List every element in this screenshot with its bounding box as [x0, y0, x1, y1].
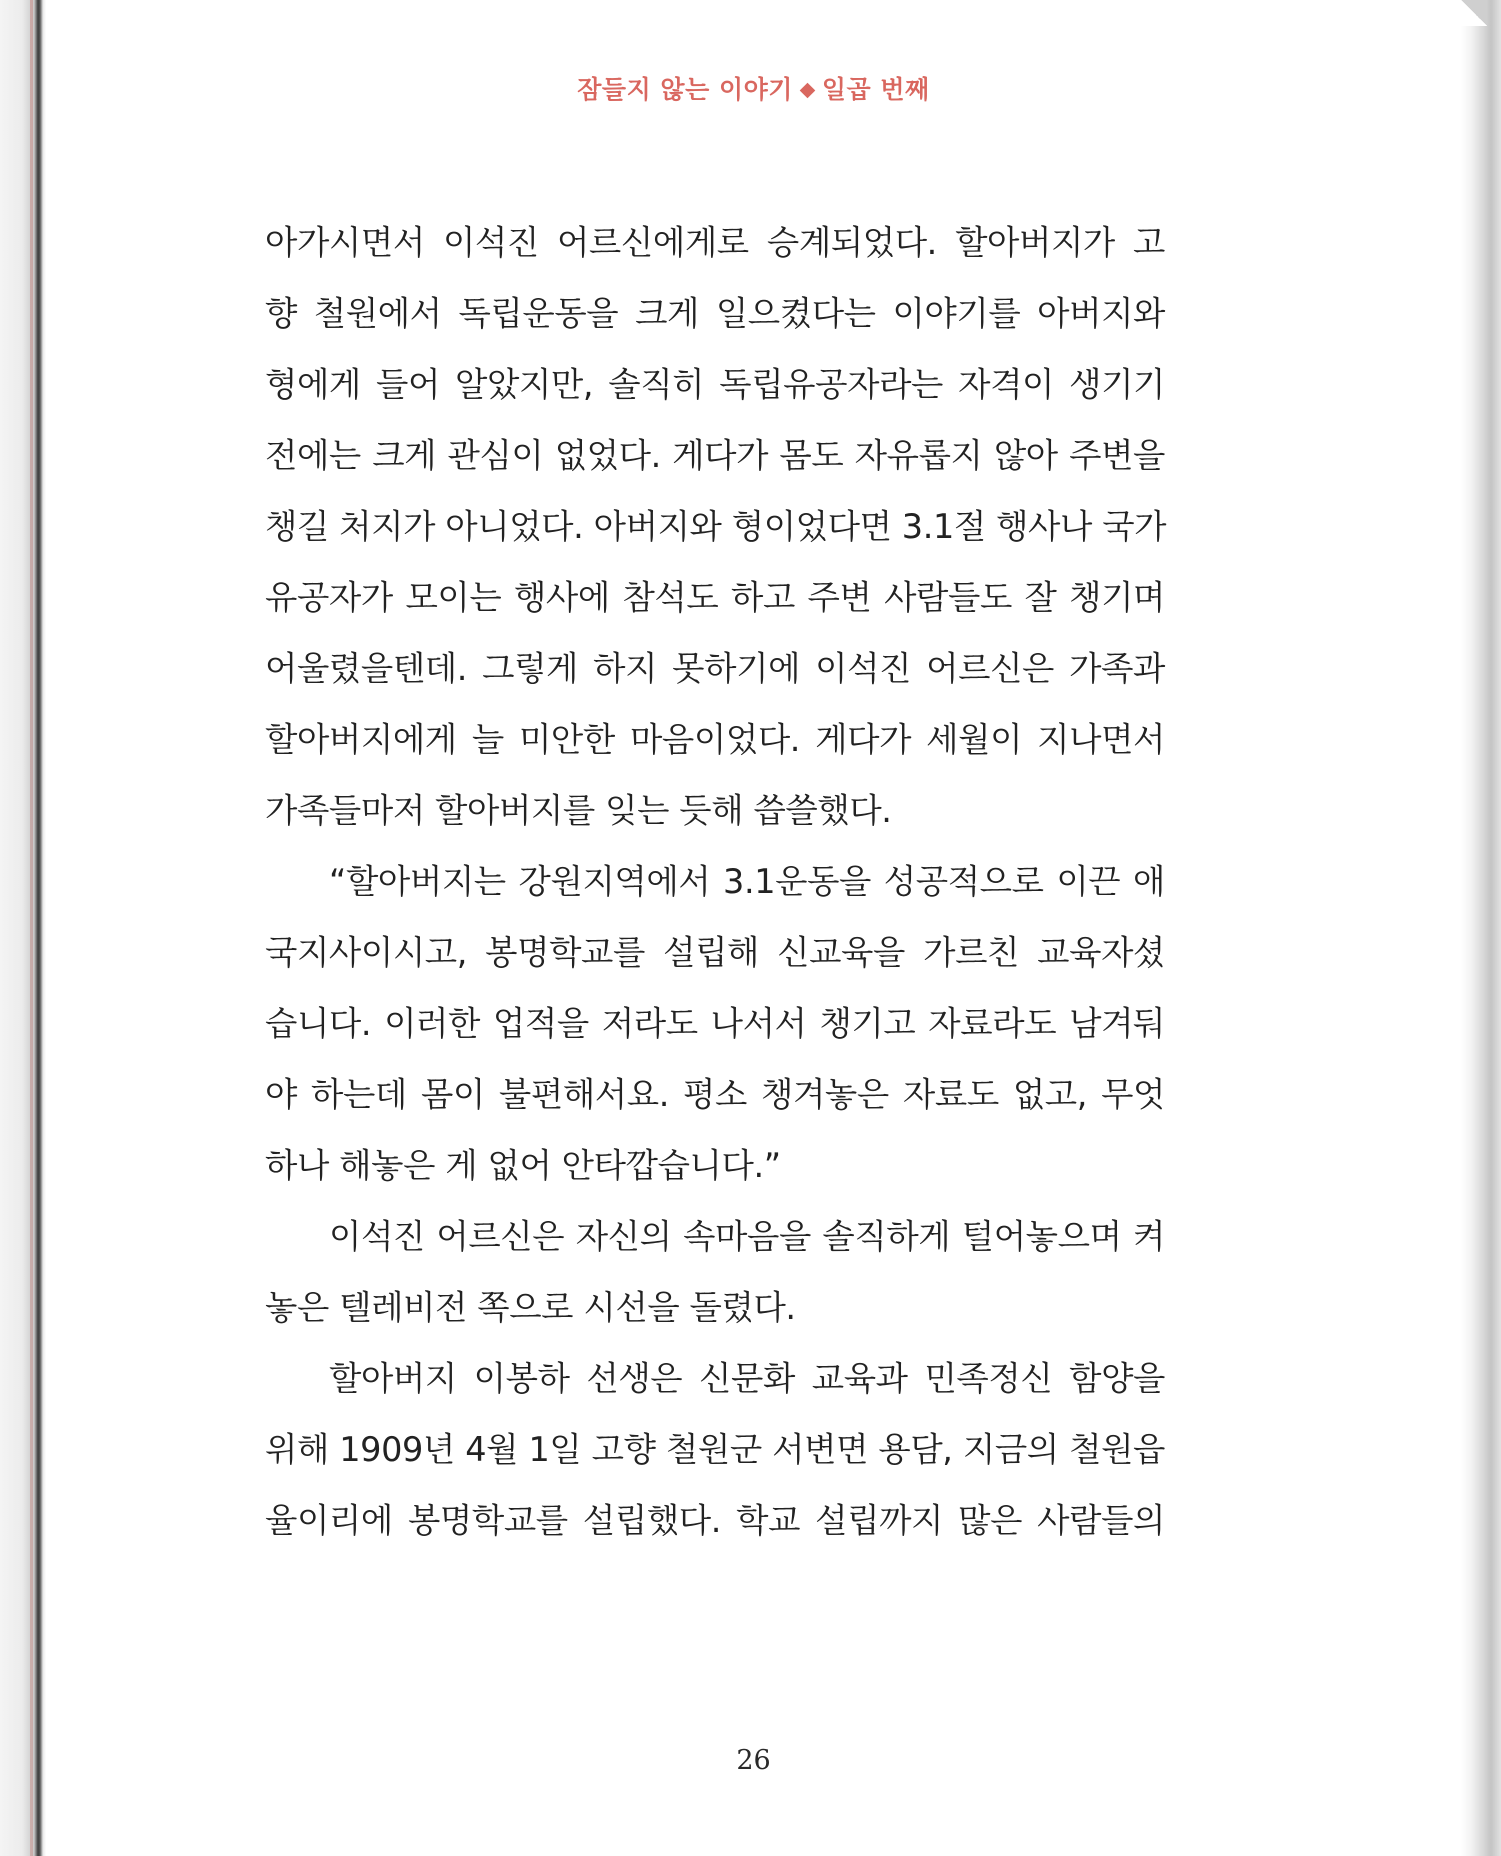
text-line: 이석진 어르신은 자신의 속마음을 솔직하게 털어놓으며 켜 — [329, 1217, 1165, 1256]
text-line: 습니다. 이러한 업적을 저라도 나서서 챙기고 자료라도 남겨둬 — [265, 1004, 1165, 1043]
book-title: 잠들지 않는 이야기 — [577, 75, 793, 104]
text-line: 유공자가 모이는 행사에 참석도 하고 주변 사람들도 잘 챙기며 — [265, 578, 1165, 617]
book-page[interactable] — [46, 0, 1461, 1856]
page-corner — [1461, 0, 1487, 26]
text-line: 할아버지에게 늘 미안한 마음이었다. 게다가 세월이 지나면서 — [265, 720, 1165, 759]
text-line: 챙길 처지가 아니었다. 아버지와 형이었다면 3.1절 행사나 국가 — [265, 507, 1167, 546]
text-line: 위해 1909년 4월 1일 고향 철원군 서변면 용담, 지금의 철원읍 — [265, 1430, 1165, 1469]
text-line: 하나 해놓은 게 없어 안타깝습니다.” — [265, 1146, 781, 1185]
running-header — [46, 70, 1461, 106]
text-line: 어울렸을텐데. 그렇게 하지 못하기에 이석진 어르신은 가족과 — [265, 649, 1165, 688]
chapter-title: 일곱 번째 — [821, 75, 930, 104]
page-edge-shadow — [1461, 0, 1501, 1856]
text-line: 아가시면서 이석진 어르신에게로 승계되었다. 할아버지가 고 — [265, 223, 1165, 262]
text-line: 향 철원에서 독립운동을 크게 일으켰다는 이야기를 아버지와 — [265, 294, 1165, 333]
diamond-icon — [800, 82, 816, 98]
text-line: 놓은 텔레비전 쪽으로 시선을 돌렸다. — [265, 1288, 796, 1327]
spine-stripe — [30, 0, 33, 1856]
text-line: 야 하는데 몸이 불편해서요. 평소 챙겨놓은 자료도 없고, 무엇 — [265, 1075, 1165, 1114]
text-line: 할아버지 이봉하 선생은 신문화 교육과 민족정신 함양을 — [329, 1359, 1165, 1398]
text-line: 형에게 들어 알았지만, 솔직히 독립유공자라는 자격이 생기기 — [265, 365, 1165, 404]
text-line: 전에는 크게 관심이 없었다. 게다가 몸도 자유롭지 않아 주변을 — [265, 436, 1165, 475]
page-number: 26 — [736, 1745, 771, 1776]
text-line: 율이리에 봉명학교를 설립했다. 학교 설립까지 많은 사람들의 — [265, 1501, 1165, 1540]
text-line: 가족들마저 할아버지를 잊는 듯해 씁쓸했다. — [265, 791, 892, 830]
text-line: “할아버지는 강원지역에서 3.1운동을 성공적으로 이끈 애 — [329, 862, 1165, 901]
body-text — [265, 207, 1165, 1556]
text-line: 국지사이시고, 봉명학교를 설립해 신교육을 가르친 교육자셨 — [265, 933, 1165, 972]
book-spine — [0, 0, 46, 1856]
